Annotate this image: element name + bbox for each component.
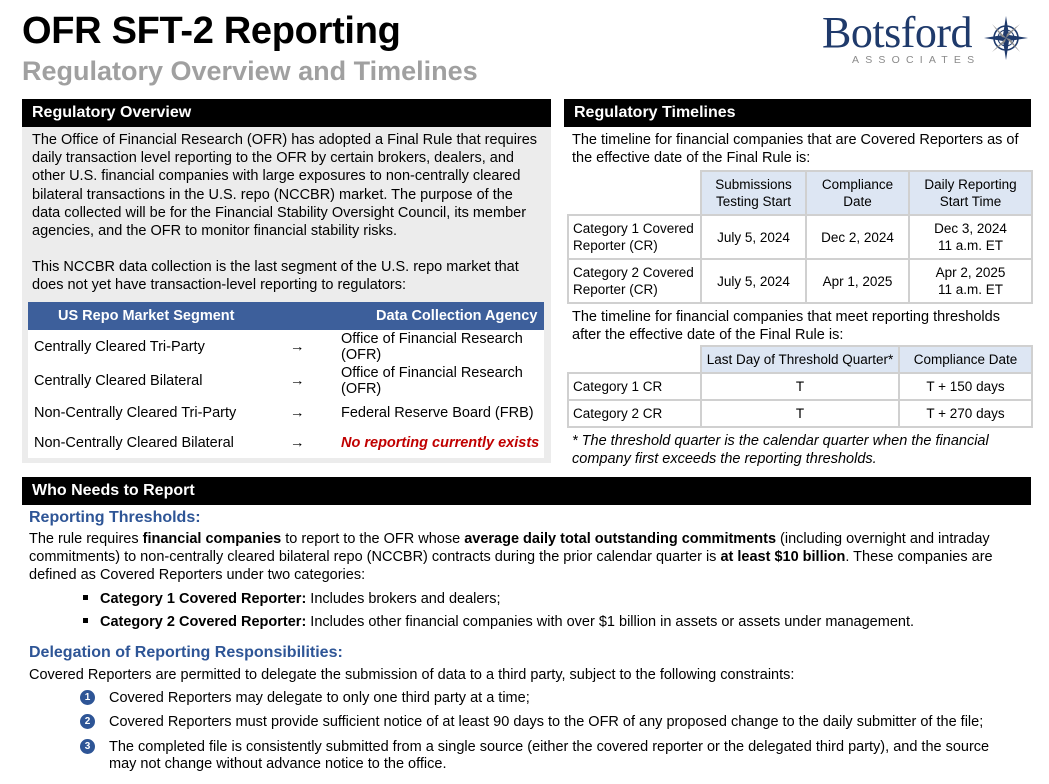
- agency-cell: Office of Financial Research (OFR): [341, 330, 544, 364]
- thresholds-line-2: commitments) to non-centrally cleared bilateral repo (NCCBR) contracts during the prior calendar quarter is at least $10 billion. These companies are: [29, 549, 993, 565]
- right-arrow-icon: →: [289, 428, 341, 458]
- delegation-intro: Covered Reporters are permitted to delegate the submission of data to a third party, subject to the following constraints:: [29, 667, 795, 683]
- threshold-timeline-table: [567, 345, 1033, 428]
- square-bullet-icon: [83, 595, 88, 600]
- compliance-date-cell: Dec 2, 2024: [806, 215, 909, 259]
- regulatory-overview-panel: [22, 99, 551, 463]
- logo-subtext: ASSOCIATES: [852, 54, 981, 66]
- segment-cell: Centrally Cleared Bilateral: [28, 364, 289, 398]
- category-1-bullet: Category 1 Covered Reporter: Includes brokers and dealers;: [83, 590, 501, 608]
- category-2-bullet: Category 2 Covered Reporter: Includes other financial companies with over $1 billion in assets or assets under management.: [83, 613, 914, 631]
- table-row: [568, 259, 1032, 303]
- table-row: [28, 364, 544, 398]
- regulatory-timelines-panel: [564, 99, 1031, 469]
- timelines-intro-1: The timeline for financial companies that are Covered Reporters as of the effective date of the Final Rule is:: [572, 132, 1019, 166]
- number-2-icon: 2: [80, 714, 95, 729]
- table-row: [28, 330, 544, 364]
- threshold-quarter-cell: T: [701, 400, 899, 427]
- table-row: [568, 400, 1032, 427]
- overview-paragraph-1: The Office of Financial Research (OFR) has adopted a Final Rule that requires daily transaction level reporting to the OFR by certain brokers, dealers, and other U.S. financial companies with large exposures to non-centrally cleared bilateral transactions in the U.S. repo (NCCBR) market. The purpose of the data collected will be for the Financial Stability Oversight Council, its member agencies, and the OFR to monitor financial stability risks.: [32, 132, 538, 240]
- threshold-quarter-header: Last Day of Threshold Quarter*: [701, 346, 899, 373]
- reporting-start-header: Daily Reporting Start Time: [909, 171, 1032, 215]
- compliance-date-header: Compliance Date: [899, 346, 1032, 373]
- testing-start-cell: July 5, 2024: [701, 215, 806, 259]
- table-row: [28, 398, 544, 428]
- right-arrow-icon: →: [289, 330, 341, 364]
- constraint-3: 3 The completed file is consistently submitted from a single source (either the covered reporter or the delegated third party), and the source: [80, 738, 989, 756]
- compliance-date-cell: T + 270 days: [899, 400, 1032, 427]
- agency-cell-no-reporting: No reporting currently exists: [341, 428, 544, 458]
- page-title: OFR SFT-2 Reporting: [22, 10, 401, 52]
- thresholds-line-1: The rule requires financial companies to report to the OFR whose average daily total outstanding commitments (including overnight and intraday: [29, 531, 990, 547]
- constraint-1: 1 Covered Reporters may delegate to only one third party at a time;: [80, 689, 530, 707]
- compass-rose-icon: [982, 14, 1030, 62]
- segment-cell: Non-Centrally Cleared Bilateral: [28, 428, 289, 458]
- reporting-thresholds-heading: Reporting Thresholds:: [29, 509, 201, 526]
- timelines-intro-2: The timeline for financial companies that meet reporting thresholds after the effective date of the Final Rule is:: [572, 309, 1000, 343]
- category-label: Category 2 CR: [568, 400, 701, 427]
- constraint-3-continued: may not change without advance notice to the office.: [109, 756, 447, 772]
- overview-paragraph-2: This NCCBR data collection is the last segment of the U.S. repo market that does not yet have transaction-level reporting to regulators:: [32, 259, 519, 294]
- segment-column-header: US Repo Market Segment: [28, 302, 289, 330]
- compliance-date-header: Compliance Date: [806, 171, 909, 215]
- agency-column-header: Data Collection Agency: [341, 302, 544, 330]
- logo-wordmark: Botsford: [822, 8, 972, 57]
- right-arrow-icon: →: [289, 364, 341, 398]
- threshold-footnote: * The threshold quarter is the calendar quarter when the financial company first exceeds the reporting thresholds.: [572, 433, 989, 467]
- reporting-start-cell: Apr 2, 2025 11 a.m. ET: [909, 259, 1032, 303]
- constraint-2: 2 Covered Reporters must provide sufficient notice of at least 90 days to the OFR of any proposed change to the daily submitter of the file;: [80, 713, 983, 731]
- square-bullet-icon: [83, 618, 88, 623]
- botsford-logo: [822, 8, 1032, 68]
- right-arrow-icon: →: [289, 398, 341, 428]
- regulatory-timelines-heading: Regulatory Timelines: [564, 99, 1031, 127]
- table-row: [28, 428, 544, 458]
- number-3-icon: 3: [80, 739, 95, 754]
- repo-segment-table: [28, 302, 544, 458]
- agency-cell: Federal Reserve Board (FRB): [341, 398, 544, 428]
- table-row: [568, 373, 1032, 400]
- segment-cell: Centrally Cleared Tri-Party: [28, 330, 289, 364]
- threshold-quarter-cell: T: [701, 373, 899, 400]
- segment-cell: Non-Centrally Cleared Tri-Party: [28, 398, 289, 428]
- compliance-date-cell: T + 150 days: [899, 373, 1032, 400]
- testing-start-cell: July 5, 2024: [701, 259, 806, 303]
- delegation-heading: Delegation of Reporting Responsibilities:: [29, 644, 343, 661]
- category-label: Category 2 Covered Reporter (CR): [568, 259, 701, 303]
- compliance-date-cell: Apr 1, 2025: [806, 259, 909, 303]
- number-1-icon: 1: [80, 690, 95, 705]
- agency-cell: Office of Financial Research (OFR): [341, 364, 544, 398]
- category-label: Category 1 Covered Reporter (CR): [568, 215, 701, 259]
- covered-reporters-timeline-table: [567, 170, 1033, 304]
- regulatory-overview-heading: Regulatory Overview: [22, 99, 551, 127]
- page-subtitle: Regulatory Overview and Timelines: [22, 56, 478, 86]
- testing-start-header: Submissions Testing Start: [701, 171, 806, 215]
- who-needs-to-report-heading: Who Needs to Report: [22, 477, 1031, 505]
- thresholds-line-3: defined as Covered Reporters under two categories:: [29, 567, 366, 583]
- table-row: [568, 215, 1032, 259]
- category-label: Category 1 CR: [568, 373, 701, 400]
- reporting-start-cell: Dec 3, 2024 11 a.m. ET: [909, 215, 1032, 259]
